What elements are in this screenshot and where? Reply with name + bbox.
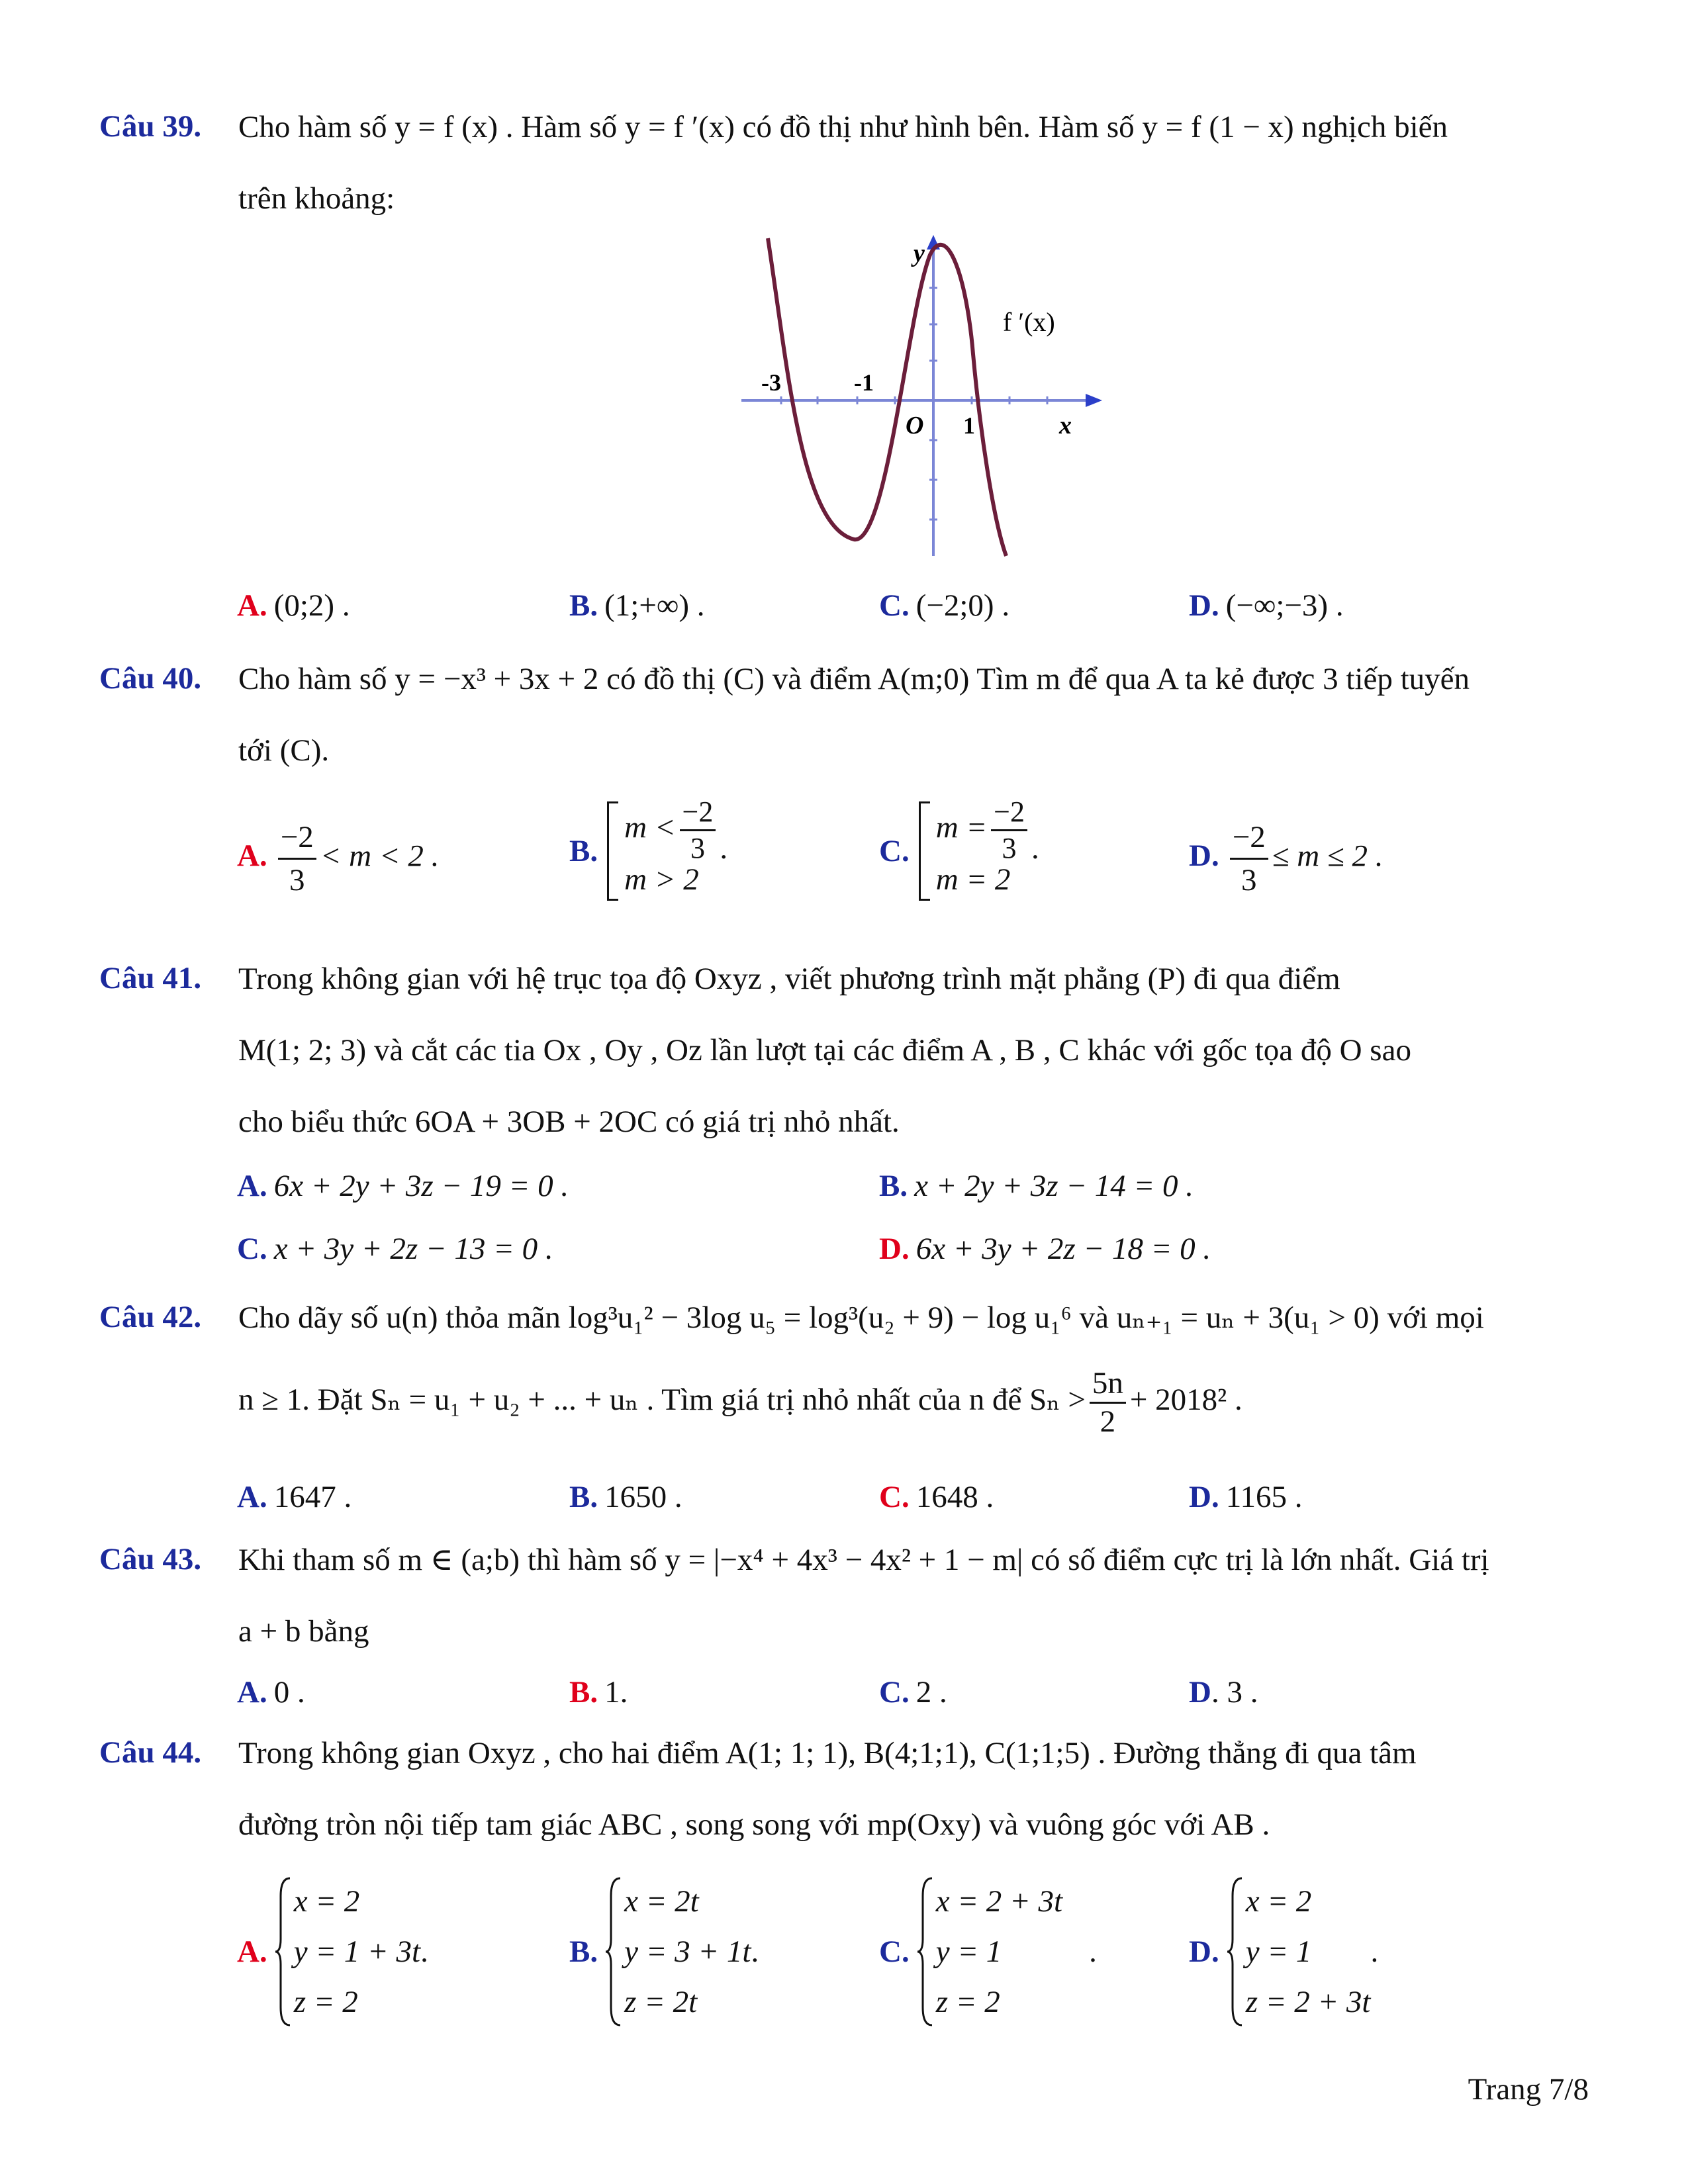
line-prefix: m <	[624, 810, 676, 845]
option-label: C.	[879, 834, 910, 868]
option-label: D.	[1189, 839, 1219, 874]
option-label: D.	[1189, 1934, 1219, 1969]
left-brace-icon	[916, 1876, 935, 2027]
bracket-system	[916, 797, 1031, 905]
q41-option-c[interactable]	[237, 1231, 553, 1267]
derivative-curve	[768, 238, 1006, 556]
option-label: A.	[237, 588, 267, 623]
q42-option-b[interactable]	[569, 1479, 682, 1515]
question-label: Câu 43.	[99, 1542, 202, 1576]
numerator: −2	[991, 797, 1027, 831]
numerator: −2	[278, 819, 316, 860]
q44-option-d[interactable]	[1189, 1876, 1378, 2027]
denominator: 2	[1100, 1404, 1116, 1439]
option-value: 6x + 2y + 3z − 19 = 0 .	[273, 1169, 569, 1203]
option-label: A.	[237, 1169, 267, 1203]
option-value: (−∞;−3) .	[1225, 588, 1344, 623]
tick-label: -3	[761, 369, 781, 396]
option-label: B.	[879, 1169, 908, 1203]
q43-option-c[interactable]	[879, 1674, 947, 1710]
equation-line: z = 2	[935, 1985, 1000, 2019]
q44-option-a[interactable]	[237, 1876, 428, 2027]
question-text-line	[238, 1353, 1589, 1446]
question-text-line: a + b bằng	[238, 1614, 369, 1649]
q40-option-d[interactable]	[1189, 819, 1383, 898]
option-label: B.	[569, 1480, 598, 1514]
option-value: 6x + 3y + 2z − 18 = 0 .	[915, 1232, 1211, 1266]
option-value: (1;+∞) .	[604, 588, 705, 623]
equation-line: x = 2t	[624, 1884, 699, 1919]
equation-system	[604, 1876, 751, 2027]
option-label: C.	[879, 1480, 910, 1514]
q43-option-a[interactable]	[237, 1674, 305, 1710]
option-label: A.	[237, 1480, 267, 1514]
q41-option-d[interactable]	[879, 1231, 1211, 1267]
option-value: 2 .	[915, 1675, 947, 1709]
option-value: x + 2y + 3z − 14 = 0 .	[914, 1169, 1194, 1203]
numerator: −2	[1230, 819, 1268, 860]
option-label: A.	[237, 1675, 267, 1709]
option-tail: .	[720, 831, 728, 866]
text-fragment: + 2018² .	[1129, 1383, 1243, 1417]
option-tail: .	[1089, 1934, 1097, 1969]
option-label: C.	[879, 1675, 910, 1709]
question-text	[238, 1717, 1589, 1860]
question-text-line: tới (C).	[238, 733, 330, 768]
equation-system	[1226, 1876, 1371, 2027]
q44-option-c[interactable]	[879, 1876, 1097, 2027]
equation-line: y = 1 + 3t	[293, 1934, 421, 1969]
option-label: A.	[237, 839, 267, 874]
equation-line: y = 3 + 1t	[624, 1934, 751, 1969]
equation-system	[274, 1876, 420, 2027]
option-tail: .	[1370, 1934, 1379, 1969]
option-value: 1647 .	[273, 1480, 352, 1514]
option-label: D	[1189, 1675, 1211, 1709]
option-label: C.	[879, 588, 910, 623]
numerator: −2	[680, 797, 716, 831]
option-value: 1650 .	[604, 1480, 682, 1514]
question-label: Câu 39.	[99, 109, 202, 144]
option-label: D.	[879, 1232, 910, 1266]
question-text-line: Trong không gian với hệ trục tọa độ Oxyz , viết phương trình mặt phẳng (P) đi qua điểm	[238, 962, 1340, 996]
question-text	[238, 1524, 1589, 1667]
left-brace-icon	[1226, 1876, 1244, 2027]
line-prefix: m =	[935, 810, 988, 845]
option-label: B.	[569, 834, 598, 868]
option-label: B.	[569, 588, 598, 623]
q39-option-d[interactable]	[1189, 588, 1344, 623]
question-text-line: cho biểu thức 6OA + 3OB + 2OC có giá trị nhỏ nhất.	[238, 1105, 900, 1139]
option-tail: .	[420, 1934, 428, 1969]
question-text	[238, 91, 1589, 234]
question-text-line: M(1; 2; 3) và cắt các tia Ox , Oy , Oz lần lượt tại các điểm A , B , C khác với gốc tọa độ O sao	[238, 1033, 1411, 1068]
question-text-line: Cho dãy số u(n) thỏa mãn log³u₁² − 3log u₅ = log³(u₂ + 9) − log u₁⁶ và uₙ₊₁ = uₙ + 3(u₁ > 0) với mọi	[238, 1300, 1484, 1335]
option-label: C.	[237, 1232, 267, 1266]
question-label: Câu 41.	[99, 961, 202, 995]
q41-option-a[interactable]	[237, 1168, 569, 1204]
q42-option-c[interactable]	[879, 1479, 994, 1515]
denominator: 3	[1241, 863, 1257, 897]
option-value: < m < 2 .	[320, 839, 440, 874]
question-text-line: Trong không gian Oxyz , cho hai điểm A(1; 1; 1), B(4;1;1), C(1;1;5) . Đường thẳng đi qua tâm	[238, 1736, 1417, 1770]
fraction	[1090, 1365, 1126, 1439]
option-label: B.	[569, 1934, 598, 1969]
q41-option-b[interactable]	[879, 1168, 1194, 1204]
denominator: 3	[289, 863, 305, 897]
q40-option-b[interactable]	[569, 797, 727, 905]
text-fragment: n ≥ 1. Đặt Sₙ = u₁ + u₂ + ... + uₙ . Tìm giá trị nhỏ nhất của n để Sₙ >	[238, 1383, 1086, 1417]
q43-option-d[interactable]	[1189, 1674, 1258, 1710]
option-label: B.	[569, 1675, 598, 1709]
fraction	[1230, 819, 1268, 898]
option-value: ≤ m ≤ 2 .	[1272, 839, 1383, 874]
equation-system	[916, 1876, 1062, 2027]
left-brace-icon	[604, 1876, 623, 2027]
question-text-line: Khi tham số m ∈ (a;b) thì hàm số y = |−x⁴ + 4x³ − 4x² + 1 − m| có số điểm cực trị là lớn nhất. Giá trị	[238, 1543, 1489, 1577]
q39-option-c[interactable]	[879, 588, 1009, 623]
question-text	[238, 643, 1589, 786]
option-label: C.	[879, 1934, 910, 1969]
option-tail: .	[751, 1934, 759, 1969]
question-label: Câu 44.	[99, 1735, 202, 1770]
question-text	[238, 1282, 1589, 1446]
option-label: D.	[1189, 1480, 1219, 1514]
question-label: Câu 42.	[99, 1300, 202, 1334]
equation-line: y = 1	[1245, 1934, 1312, 1969]
left-brace-icon	[274, 1876, 293, 2027]
numerator: 5n	[1090, 1368, 1126, 1404]
q39-option-b[interactable]	[569, 588, 704, 623]
option-value: 1.	[604, 1675, 628, 1709]
page-number: Trang 7/8	[1468, 2072, 1589, 2107]
curve-label: f ′(x)	[1003, 307, 1055, 337]
option-value: 0 .	[273, 1675, 305, 1709]
option-value: (0;2) .	[273, 588, 350, 623]
option-label: D.	[1189, 588, 1219, 623]
tick-label: -1	[854, 369, 874, 396]
q43-option-b[interactable]	[569, 1674, 628, 1710]
equation-line: x = 2	[293, 1884, 360, 1919]
equation-line: z = 2t	[624, 1985, 698, 2019]
fraction	[278, 819, 316, 898]
option-value: . 3 .	[1211, 1675, 1258, 1709]
question-text-line: Cho hàm số y = f (x) . Hàm số y = f ′(x) có đồ thị như hình bên. Hàm số y = f (1 − x) nghịch biến	[238, 110, 1448, 144]
q40-option-c[interactable]	[879, 797, 1039, 905]
q42-option-a[interactable]	[237, 1479, 352, 1515]
x-axis-label: x	[1059, 412, 1072, 439]
equation-line: z = 2	[293, 1985, 358, 2019]
line-second: m > 2	[624, 862, 699, 897]
derivative-graph	[741, 235, 1112, 559]
question-text-line: trên khoảng:	[238, 181, 395, 216]
q39-option-a[interactable]	[237, 588, 350, 623]
x-axis-arrow-icon	[1086, 394, 1102, 407]
q42-option-d[interactable]	[1189, 1479, 1302, 1515]
bracket-system	[604, 797, 720, 905]
equation-line: z = 2 + 3t	[1245, 1985, 1371, 2019]
option-label: A.	[237, 1934, 267, 1969]
option-tail: .	[1031, 831, 1039, 866]
q40-option-a[interactable]	[237, 819, 439, 898]
equation-line: x = 2 + 3t	[935, 1884, 1063, 1919]
denominator: 3	[690, 832, 705, 864]
option-value: 1165 .	[1225, 1480, 1303, 1514]
line-second: m = 2	[935, 862, 1011, 897]
question-text	[238, 943, 1589, 1158]
question-text-line: Cho hàm số y = −x³ + 3x + 2 có đồ thị (C) và điểm A(m;0) Tìm m để qua A ta kẻ được 3 tiếp tuyến	[238, 662, 1470, 696]
option-value: 1648 .	[915, 1480, 994, 1514]
equation-line: x = 2	[1245, 1884, 1312, 1919]
origin-label: O	[906, 412, 924, 439]
equation-line: y = 1	[935, 1934, 1002, 1969]
question-text-line: đường tròn nội tiếp tam giác ABC , song song với mp(Oxy) và vuông góc với AB .	[238, 1807, 1270, 1842]
tick-label: 1	[963, 412, 975, 439]
question-label: Câu 40.	[99, 661, 202, 696]
option-value: (−2;0) .	[915, 588, 1010, 623]
option-value: x + 3y + 2z − 13 = 0 .	[273, 1232, 553, 1266]
denominator: 3	[1002, 832, 1017, 864]
y-axis-label: y	[914, 240, 925, 267]
q44-option-b[interactable]	[569, 1876, 759, 2027]
